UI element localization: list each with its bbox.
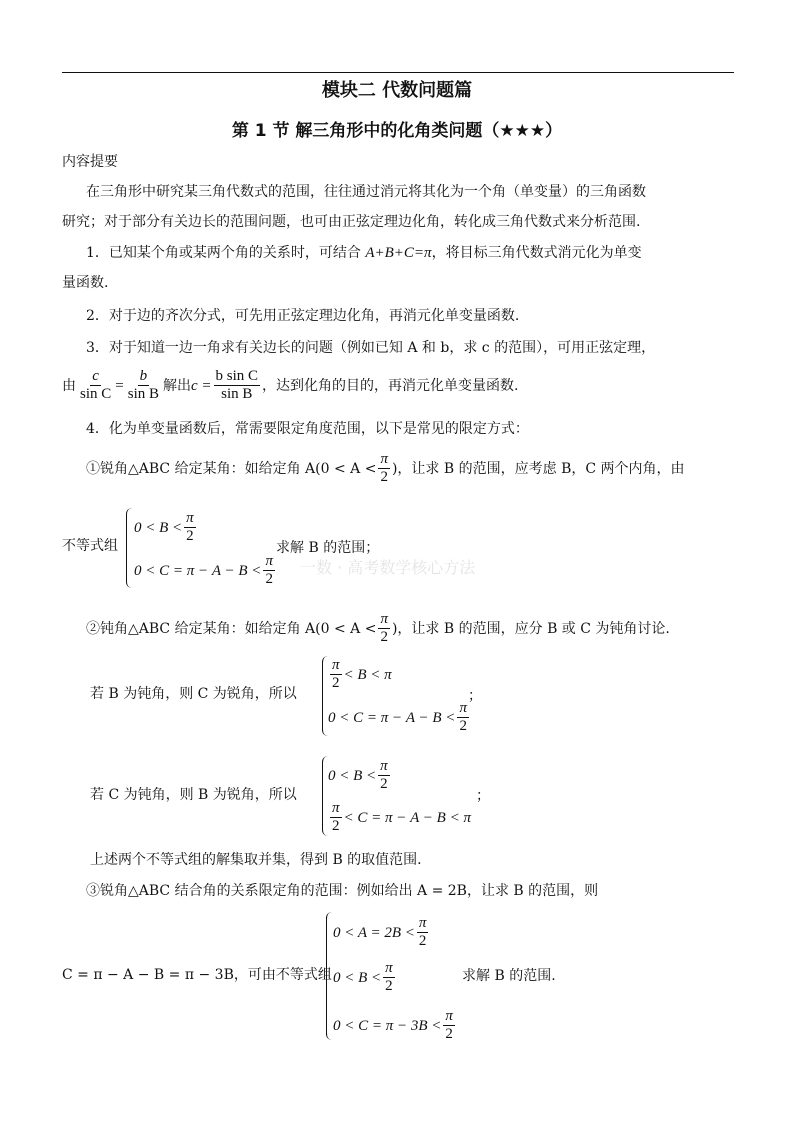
- case-3-tail: 求解 B 的范围.: [462, 968, 556, 984]
- fraction-pi-over-2: $\frac{\pi}{2}$: [380, 451, 388, 485]
- case-2-line-1: ②钝角△ABC 给定某角：如给定角 A(0 < A < $\frac{\pi}{2}$ )，让求 B 的范围，应分 B 或 C 为钝角讨论.: [86, 611, 670, 645]
- fraction-c-over-sinC: $\frac{c}{\text{sin C}}$: [80, 368, 112, 402]
- item-3-tail: ，达到化角的目的，再消元化单变量函数.: [262, 377, 519, 394]
- item-4: 4．化为单变量函数后，常需要限定角度范围，以下是常见的限定方式：: [86, 421, 529, 437]
- case-3-line-1: ③锐角△ABC 结合角的关系限定角的范围：例如给出 A = 2B，让求 B 的范围，则: [86, 883, 599, 899]
- fraction-b-over-sinB: $\frac{b}{\text{sin B}}$: [127, 368, 159, 402]
- watermark: 一数 · 高考数学核心方法: [300, 558, 476, 577]
- case-2-sub-1-label: 若 B 为钝角，则 C 为锐角，所以: [90, 686, 297, 702]
- case-2-sub-1-row-2: 0 < C = π − A − B < $\frac{\pi}{2}$: [328, 700, 467, 734]
- case-2-sub-2-row-1: 0 < B < $\frac{\pi}{2}$: [328, 758, 388, 792]
- fraction-bsinC-over-sinB: $\frac{\text{b sin C}}{\text{sin B}}$: [215, 368, 259, 402]
- case-3-row-2: 0 < B < $\frac{\pi}{2}$: [333, 960, 393, 994]
- header-rule: [62, 72, 734, 73]
- case-2-sub-1-row-1: $\frac{\pi}{2}$ < B < π: [332, 657, 392, 691]
- item-2: 2．对于边的齐次分式，可先用正弦定理边化角，再消元化单变量函数.: [86, 308, 520, 324]
- case-2-sub-1-semicolon: ；: [468, 688, 482, 704]
- intro-line-1: 在三角形中研究某三角代数式的范围，往往通过消元将其化为一个角（单变量）的三角函数: [86, 184, 646, 200]
- item-1-line-2: 量函数.: [62, 275, 109, 291]
- item-1-line-1: [86, 243, 642, 263]
- case-1-label: 不等式组: [62, 538, 118, 554]
- case-2-sub-2-row-2: $\frac{\pi}{2}$ < C = π − A − B < π: [332, 800, 471, 834]
- case-1-tail: 求解 B 的范围；: [276, 540, 380, 556]
- case-3-pre: C = π − A − B = π − 3B，可由不等式组: [62, 967, 332, 983]
- case-1-line-1: ①锐角△ABC 给定某角：如给定角 A(0 < A < $\frac{\pi}{2}$ )，让求 B 的范围，应考虑 B，C 两个内角，由: [86, 451, 685, 485]
- angle-sum-formula: A+B+C=π: [365, 245, 432, 261]
- section-title: 第 1 节 解三角形中的化角类问题（★★★）: [231, 121, 563, 141]
- case-3-row-1: 0 < A = 2B < $\frac{\pi}{2}$: [333, 915, 427, 949]
- case-3-brace: [326, 912, 333, 1040]
- item-3-line-1: 3．对于知道一边一角求有关边长的问题（例如已知 A 和 b，求 c 的范围），可用正弦定理，: [86, 340, 656, 356]
- case-2-sub-2-label: 若 C 为钝角，则 B 为锐角，所以: [90, 787, 297, 803]
- case-1-brace: [126, 508, 133, 588]
- intro-heading: 内容提要: [62, 154, 118, 170]
- module-title: 模块二 代数问题篇: [321, 80, 473, 101]
- item-1-pre: 1．已知某个角或某两个角的关系时，可结合: [86, 245, 366, 261]
- case-1-row-1: 0 < B < $\frac{\pi}{2}$: [134, 510, 194, 544]
- item-3-you: 由: [62, 377, 76, 394]
- case-1-row-2: 0 < C = π − A − B < $\frac{\pi}{2}$: [134, 553, 273, 587]
- case-2-summary: 上述两个不等式组的解集取并集，得到 B 的取值范围.: [90, 852, 422, 868]
- item-3-solve: 解出: [163, 377, 191, 394]
- case-3-row-3: 0 < C = π − 3B < $\frac{\pi}{2}$: [333, 1008, 453, 1042]
- case-2-sub-2-semicolon: ；: [476, 788, 490, 804]
- intro-line-2: 研究；对于部分有关边长的范围问题，也可由正弦定理边化角，转化成三角代数式来分析范围.: [62, 214, 641, 230]
- item-1-post: ，将目标三角代数式消元化为单变: [431, 245, 642, 261]
- item-3-line-2: 由 $\frac{c}{\text{sin C}}$ = $\frac{b}{\text{sin B}}$ 解出 c = $\frac{\text{b sin C}}{\text{sin B}}$ ，达到化角的目的，再消元化单变量函数.: [62, 368, 519, 402]
